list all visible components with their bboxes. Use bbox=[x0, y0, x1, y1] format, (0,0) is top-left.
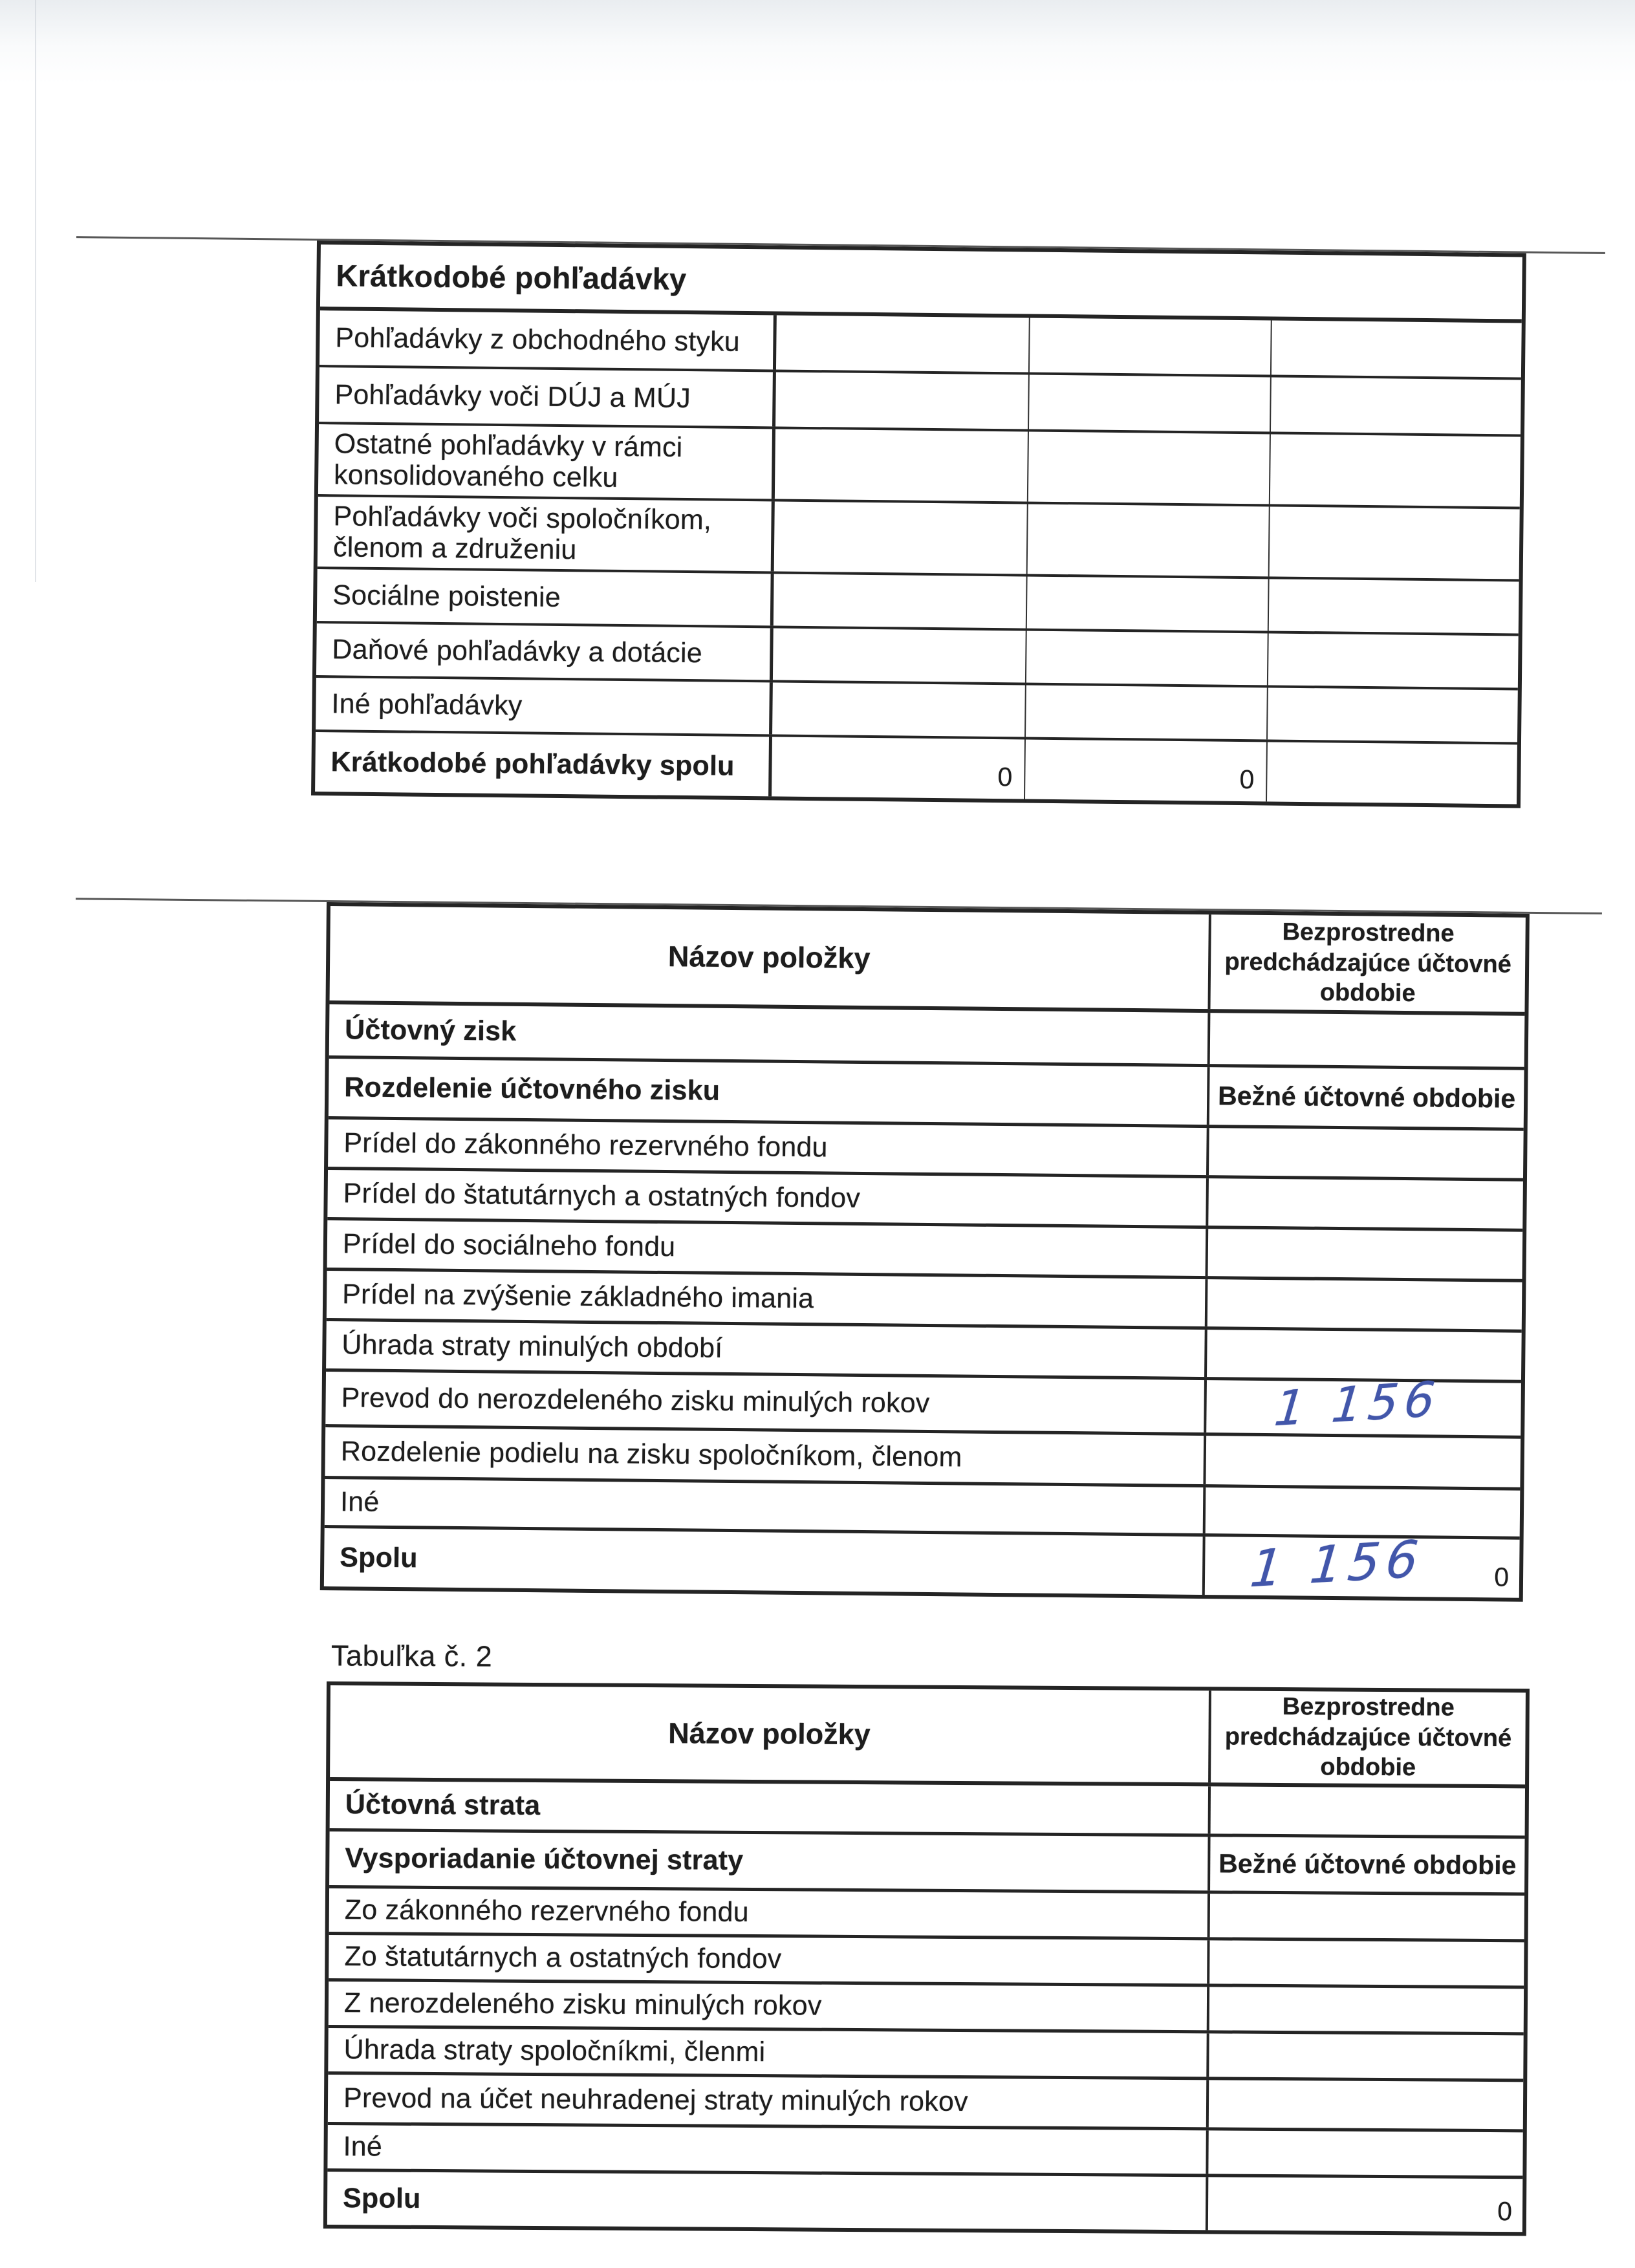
table2-group bbox=[320, 902, 1530, 1602]
table-kratkodobe-pohladavky bbox=[311, 241, 1526, 808]
value-cell bbox=[1268, 579, 1519, 633]
table-rozdelenie-zisku bbox=[320, 902, 1530, 1602]
row-label: Krátkodobé pohľadávky spolu bbox=[330, 746, 735, 782]
value-cell bbox=[772, 372, 1028, 429]
row-label: Vysporiadanie účtovnej straty bbox=[345, 1842, 744, 1877]
printed-zero: 0 bbox=[1239, 764, 1255, 795]
table-vysporiadanie-straty bbox=[323, 1681, 1530, 2236]
total-value-cell bbox=[1206, 2177, 1522, 2232]
table-row-total bbox=[324, 1528, 1520, 1598]
table-row bbox=[328, 2028, 1523, 2082]
row-label: Iné pohľadávky bbox=[331, 688, 523, 722]
value-cell bbox=[1268, 506, 1520, 579]
row-label: Pohľadávky z obchodného styku bbox=[335, 322, 741, 358]
row-label: Účtovný zisk bbox=[344, 1014, 517, 1048]
total-value-cell bbox=[768, 737, 1024, 799]
table-row-section bbox=[329, 1831, 1525, 1895]
handwritten-value: 1 156 bbox=[1248, 1529, 1427, 1599]
value-cell bbox=[1203, 1487, 1521, 1537]
header-predchadzajuce-obdobie: Bezprostredne predchádzajúce účtovné obdobie bbox=[1207, 914, 1525, 1012]
value-cell bbox=[771, 501, 1027, 574]
row-label: Iné bbox=[343, 2131, 383, 2163]
total-value-cell bbox=[1202, 1529, 1520, 1599]
value-cell bbox=[1028, 375, 1270, 432]
row-label: Z nerozdeleného zisku minulých rokov bbox=[343, 1987, 822, 2022]
row-label: Spolu bbox=[342, 2183, 421, 2214]
row-label: Prevod na účet neuhradenej straty minulých rokov bbox=[343, 2082, 968, 2118]
value-cell bbox=[770, 574, 1026, 628]
row-label: Prídel do štatutárnych a ostatných fondov bbox=[343, 1178, 861, 1215]
value-cell bbox=[772, 429, 1028, 501]
table-row bbox=[318, 497, 1520, 581]
value-cell bbox=[1027, 432, 1270, 504]
value-cell bbox=[1204, 1371, 1521, 1438]
value-cell bbox=[1206, 1229, 1523, 1279]
caption-tabulka-c2: Tabuľka č. 2 bbox=[330, 1639, 493, 1673]
header-bezne-obdobie: Bežné účtovné obdobie bbox=[1207, 1837, 1524, 1892]
row-label: Spolu bbox=[340, 1542, 418, 1574]
value-cell bbox=[1024, 686, 1267, 740]
printed-zero: 0 bbox=[997, 762, 1013, 792]
row-label: Rozdelenie podielu na zisku spoločníkom, členom bbox=[340, 1436, 962, 1473]
value-cell bbox=[1270, 377, 1521, 434]
row-label: Prevod do nerozdeleného zisku minulých rokov bbox=[341, 1382, 930, 1420]
header-bezne-obdobie: Bežné účtovné obdobie bbox=[1207, 1067, 1524, 1128]
value-cell bbox=[773, 315, 1029, 372]
printed-zero: 0 bbox=[1494, 1562, 1510, 1592]
row-label: Účtovná strata bbox=[345, 1789, 541, 1822]
value-cell bbox=[1026, 504, 1269, 577]
value-cell bbox=[1269, 434, 1521, 506]
row-label: Úhrada straty spoločníkmi, členmi bbox=[343, 2034, 766, 2068]
table1-group bbox=[311, 241, 1526, 808]
header-nazov-polozky: Názov položky bbox=[668, 1716, 871, 1751]
scan-top-haze bbox=[0, 0, 1635, 84]
table-row bbox=[329, 1888, 1524, 1942]
row-label: Zo zákonného rezervného fondu bbox=[344, 1894, 749, 1928]
value-cell bbox=[1206, 1178, 1523, 1229]
table1-title: Krátkodobé pohľadávky bbox=[336, 258, 687, 296]
row-label: Prídel do zákonného rezervného fondu bbox=[343, 1127, 828, 1163]
value-cell bbox=[1207, 1013, 1525, 1067]
row-label: Iné bbox=[340, 1486, 380, 1518]
value-cell bbox=[1207, 1894, 1524, 1939]
handwritten-value: 1 156 bbox=[1272, 1371, 1444, 1438]
value-cell bbox=[1207, 1940, 1524, 1985]
table-row-total bbox=[327, 2172, 1522, 2232]
row-label: Pohľadávky voči spoločníkom, členom a združeniu bbox=[332, 501, 712, 566]
value-cell bbox=[1026, 577, 1268, 631]
table-row-section bbox=[329, 1059, 1524, 1131]
table2-header-row bbox=[329, 906, 1525, 1016]
value-cell bbox=[1204, 1330, 1522, 1380]
total-value-cell bbox=[1266, 742, 1517, 804]
table-row bbox=[330, 1781, 1525, 1839]
row-label: Rozdelenie účtovného zisku bbox=[344, 1072, 720, 1107]
row-label: Daňové pohľadávky a dotácie bbox=[332, 634, 703, 669]
value-cell bbox=[769, 682, 1025, 737]
row-label: Ostatné pohľadávky v rámci konsolidovaného celku bbox=[333, 428, 683, 493]
table3-group bbox=[323, 1681, 1530, 2236]
table1-title-row bbox=[320, 244, 1522, 323]
value-cell bbox=[1208, 1786, 1525, 1835]
value-cell bbox=[1203, 1436, 1521, 1487]
value-cell bbox=[770, 628, 1026, 682]
row-label: Pohľadávky voči DÚJ a MÚJ bbox=[334, 379, 691, 414]
row-label: Prídel na zvýšenie základného imania bbox=[341, 1279, 814, 1315]
value-cell bbox=[1028, 318, 1271, 375]
row-label: Úhrada straty minulých období bbox=[341, 1329, 723, 1365]
value-cell bbox=[1206, 2080, 1523, 2129]
scan-edge-line bbox=[35, 0, 36, 582]
value-cell bbox=[1206, 1128, 1524, 1178]
table-row bbox=[328, 2075, 1523, 2132]
table3-header-row bbox=[330, 1685, 1526, 1788]
row-label: Prídel do sociálneho fondu bbox=[342, 1228, 676, 1263]
value-cell bbox=[1270, 320, 1522, 377]
table-row-total bbox=[315, 732, 1517, 804]
row-label: Sociálne poistenie bbox=[332, 579, 561, 613]
value-cell bbox=[1025, 631, 1268, 686]
value-cell bbox=[1205, 1279, 1522, 1330]
header-nazov-polozky: Názov položky bbox=[667, 940, 871, 975]
value-cell bbox=[1206, 2033, 1523, 2079]
value-cell bbox=[1267, 633, 1519, 687]
header-predchadzajuce-obdobie: Bezprostredne predchádzajúce účtovné obdobie bbox=[1208, 1690, 1526, 1784]
value-cell bbox=[1207, 1987, 1524, 2032]
printed-zero: 0 bbox=[1497, 2196, 1513, 2227]
table-row bbox=[318, 424, 1521, 509]
value-cell bbox=[1266, 687, 1518, 742]
table-row bbox=[327, 2125, 1522, 2179]
table-row bbox=[329, 1935, 1524, 1989]
row-label: Zo štatutárnych a ostatných fondov bbox=[344, 1941, 782, 1975]
value-cell bbox=[1206, 2130, 1522, 2176]
table-row bbox=[329, 1982, 1524, 2035]
total-value-cell bbox=[1024, 739, 1266, 801]
